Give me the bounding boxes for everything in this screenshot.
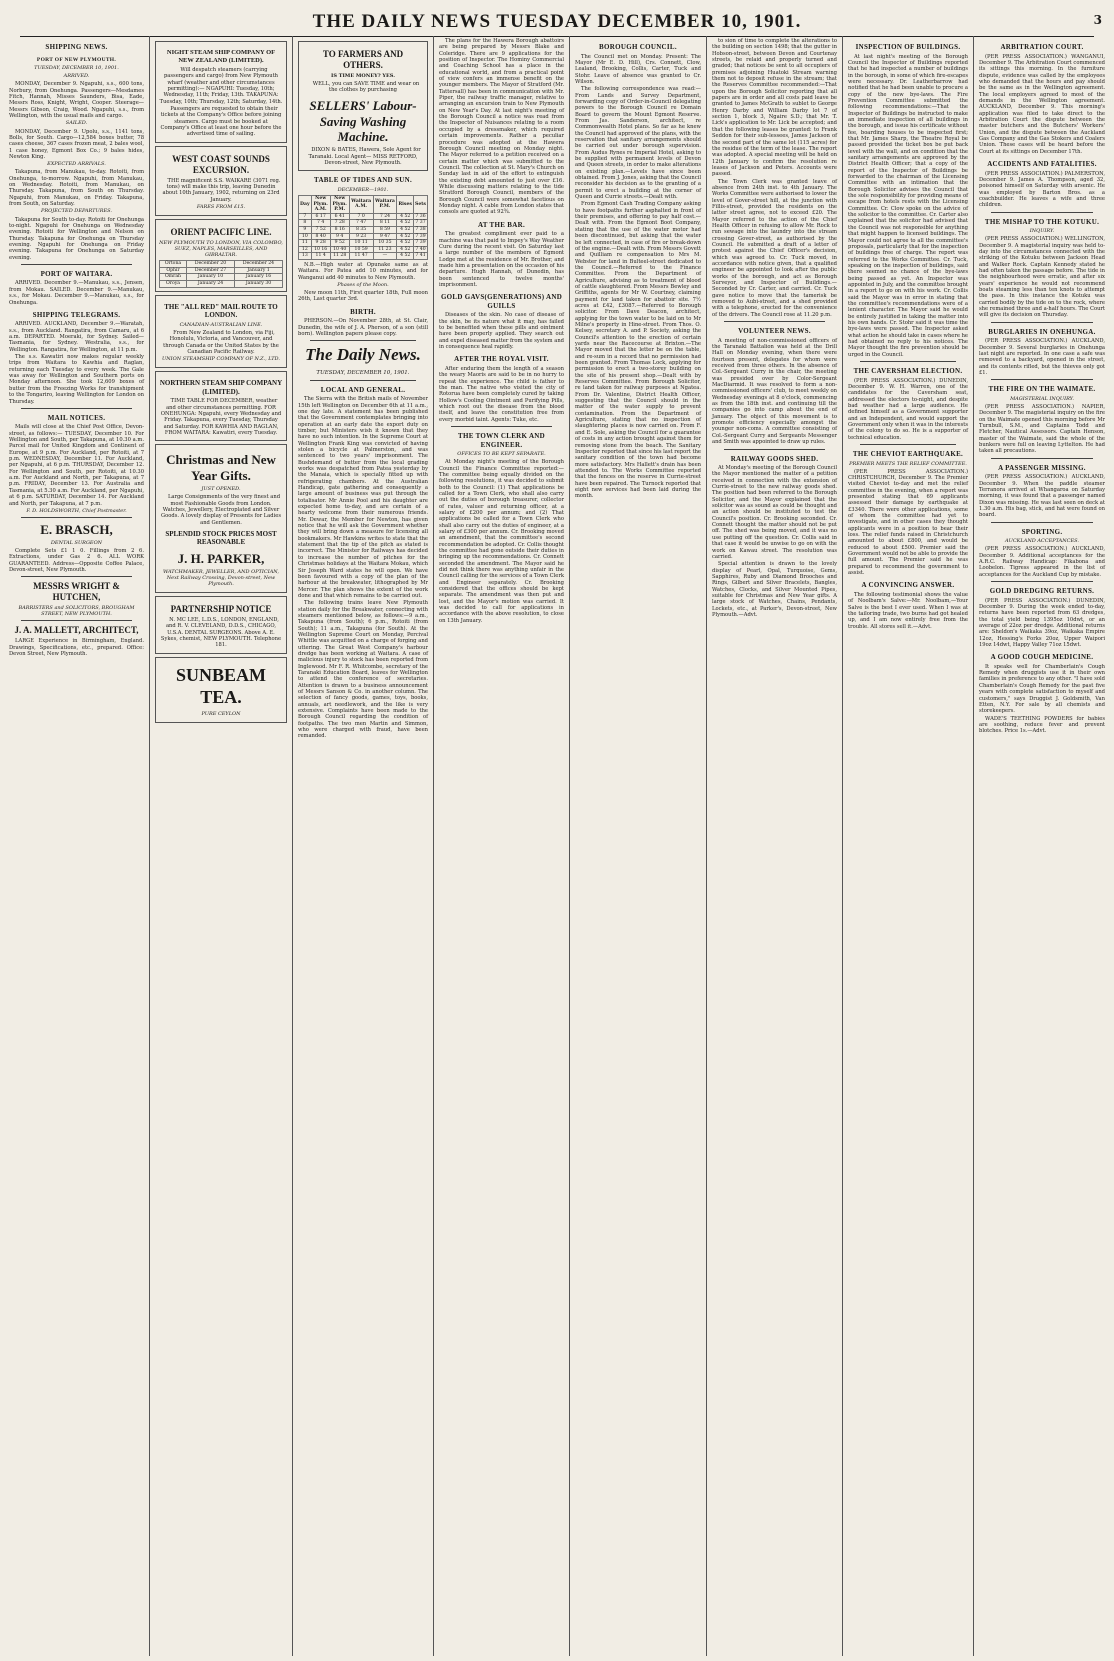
ad-steamship-more: Passengers are requested to obtain their tickets at the Company's Office before joining steamers. Cargo must be booked at Company's Office at least one hour before the advertised time of sailing. [160,105,282,138]
inspection-text: At last night's meeting of the Borough Council the Inspector of Buildings reported that he had inspected a number of buildings in the borough, in some of which fire-escapes were necessary. Dr. Leatherbarrow had notified that he had been unable to procure a copy of the new bye-laws. The Fire Prevention Committee submitted the following recommendations:—That the Inspector of Buildings be instructed to make an immediate inspection of all buildings in the borough, and issue his certificate without fee, boarding houses to be inspected first; that Mr. James Sharp, the Theatre Royal be passed provided the ticket box be put back level with the wall, and on condition that the sanitary arrangements are approved by the District Health Officer; that a copy of the report of the Inspector of Buildings be forwarded to the chairman of the Licensing Committee with an intimation that the Borough Solicitor advises the Council that the sole responsibility for providing means of escape from hotels rests with the Licensing Committee. Cr. Clow spoke on the advice of the solicitor to the committee. Cr. Carter also explained that the solicitor had advised that the Council was not responsible for anything that might happen to licensed buildings. The Mayor could not agree to all the committee's proposals, particularly that for the inspection of buildings free of charge. The report was referred to the Works Committee. Cr. Tuck, speaking on the inspection of buildings, said there seemed no chance of the bye-laws being passed as yet. An Inspector was appointed in July, and the committee brought in a report to go on with his work. Cr. Collis said the Mayor was in error in stating that the committee's recommendations were of a lenient character. The Mayor said he would be entirely justified in taking the matter into his own hands. Cr. Stohr said it was time the bye-laws were passed. The Inspector asked what action he should take in cases where he had obtained no reply to his notices. The Mayor thought the fire prevention should be urged in the Council. [848,53,968,358]
sporting-sub: AUCKLAND ACCEPTANCES. [1005,538,1079,545]
tides-cell: 12 [299,246,312,253]
ad-all-red-sub: CANADIAN-AUSTRALIAN LINE. [179,321,263,328]
tides-col-1: New Plym. A.M. [311,195,330,213]
tides-cell: 9 23 [349,233,373,240]
tides-cell: 10 35 [373,240,397,247]
ad-splendid-heading: SPLENDID STOCK PRICES MOST REASONABLE [165,529,277,547]
mail-signature: F. D. HOLDSWORTH, Chief Postmaster. [26,507,127,514]
convincing-heading: A CONVINCING ANSWER. [861,581,955,590]
ad-northern-timetable [155,371,287,441]
column-7 [842,36,973,1656]
accidents-heading: ACCIDENTS AND FATALITIES. [987,160,1097,169]
tides-cell: 4 52 [397,240,414,247]
column-2 [149,36,292,1656]
sailed-text: MONDAY, December 9. Upolu, s.s., 1141 tons, Bolls, for South. Cargo—12,584 boxes butter, 78 cases cheese, 367 cases frozen meat, 2 bales wool, 1 case honey, Egmont Box Co.; 9 bales hides, Newton King. [9,128,144,160]
town-clerk-sub: OFFICES TO BE KEPT SEPARATE. [457,451,546,458]
telegrams-text: ARRIVED. AUCKLAND, December 9.—Waratah, s.s., from Auckland. Rangatira, from Camaru, at 6 a.m. DEPARTED. Moeraki, for Sydney. Sailed—Tasmania, for Sydney. Westralia, s.s., for Wellington. Rangatira, for Wellington, at 11 p.m. [9,321,144,353]
column-4 [433,36,569,1656]
ad-partnership-heading: PARTNERSHIP NOTICE [170,604,272,615]
tides-row [299,246,428,253]
jewellery-text: Special attention is drawn to the lovely display of Pearl, Opal, Turquoise, Gems, Sapphires, Ruby and Diamond Brooches and Rings, Gilbert and Silver Bracelets, Bangles, Watches, Clocks, and Silver Mounted Pipes, suitable for Christmas and New Year gifts. A large stock of Watches, Chains, Pendants, Lockets, etc., at Parker's, Devon-street, New Plymouth.—Advt. [712,561,837,618]
tides-cell: 11 47 [349,253,373,260]
tides-cell: 13 [299,253,312,260]
orient-cell: January 16 [235,274,283,281]
tides-note: N.B.—High water at Opunake same as at Waitara. For Patea add 10 minutes, and for Wanganui add 40 minutes to New Plymouth. [298,261,428,281]
cheviot-sub: PREMIER MEETS THE RELIEF COMMITTEE. [849,460,967,467]
kotuku-text: (PER PRESS ASSOCIATION.) WELLINGTON, December 9. A magisterial inquiry was held to-day into the circumstances connected with the striking of the Kotuku between Jackson Head and Walker Rock. Captain Kennedy stated he had often taken the passage before. The tide in the neighbourhood were erratic, and after six years' experience he would not recommend boats steaming less than ten knots to attempt the pass. In this instance the Kotuku was carried bodily by the tide on to the rock, where she remained three and a-half hours. The Court will give its decision on Thursday. [979,236,1105,319]
tides-cell: 7 4 [311,220,330,227]
tides-cell: 9 28 [311,240,330,247]
orient-cell: January 1 [235,267,283,274]
caversham-heading: THE CAVERSHAM ELECTION. [853,367,963,376]
tides-col-5: Rises [397,195,414,213]
ad-northern-steamship [155,41,287,143]
cheviot-text: (PER PRESS ASSOCIATION.) CHRISTCHURCH, December 9. The Premier visited Cheviot to-day and met the relief committee in the evening, when a report was presented stating that 69 applicants assessed their damage by earthquake at £3340. There were other applications, some of whom the committee had yet to investigate, and in other cases they thought applicants were in a position to bear their loss. The relief funds raised in Christchurch amounted to about £800, and would be reduced to about £500. Premier said the Government would not be able to provide the full amount. The Premier said he was prepared to recommend the government to assist. [848,468,968,577]
ad-steamship-heading: NIGHT STEAM SHIP COMPANY OF NEW ZEALAND (LIMITED). [166,49,276,64]
tides-row [299,226,428,233]
tides-cell: 7 36 [415,213,426,219]
mail-text: Mails will close at the Chief Post Office, Devon-street, as follows:— TUESDAY, December 10. For Wellington and South, per Takapuna, at 10.30 a.m. Parcel mail for United Kingdom and Continent of Europe, at 9 p.m. For Auckland, per Rotoiti, at 7 p.m. WEDNESDAY, December 11. For Auckland, per Ngapuhi, at 6 p.m. THURSDAY, December 12. For Wellington and South, per Rotoiti, at 10.30 a.m. For Auckland and North, per Takapuna, at 7 p.m. FRIDAY, December 13. For Australia and Tasmania, at 5.30 a.m. For Auckland, per Ngapuhi, at 6 p.m. SATURDAY, December 14. For Auckland and North, per Takapuna, at 7 p.m. [9,424,144,507]
tides-cell: 4 52 [397,233,414,240]
daily-news-logo: The Daily News. [305,345,421,365]
col6-text-1: to sion of time to complete the alterations to the building on section 1498; that the gutter in Hobson-street, between Devon and Courtenay streets, be relaid and properly turned and graded; that notices be sent to all occupiers of premises adjoining Huatoki Stream warning them not to deposit refuse in the stream; that the Reserves Committee recommended:—That upon the Borough Solicitor reporting that all papers are in order and all costs paid leave be granted to James McGrath to sublet to George Henry Darby and William Darby lot 7 of section 1, block 3, Ngaire S.D.; that Mr. T. Lick's application to Mr. Lick be accepted; and that the following leases be granted: to Frank Seddon for their sub-lessees, James Jackson of the second part of the same lot (115 acres) for the residue of the term of the lease. The report was adopted. A special meeting will be held on 12th January to confirm the resolution re leases of Jackson and Peters. Accounts were passed. [712,38,837,178]
ad-washing-machine [298,41,428,171]
ad-wright-text: BARRISTERS and SOLICITORS, BROUGHAM STREET, NEW PLYMOUTH. [18,605,135,618]
ad-sunbeam-heading: SUNBEAM TEA. [175,664,266,707]
orient-row [160,261,283,268]
waitara-heading: PORT OF WAITARA. [40,269,113,278]
wade-text: WADE'S TEETHING POWDERS for babies are soothing, reduce fever and prevent blotches. Price 1s.—Advt. [979,715,1105,735]
ad-west-coast-fares: FARES FROM £15. [196,203,246,210]
newspaper-title: THE DAILY NEWS TUESDAY DECEMBER 10, 1901. [312,11,802,32]
tides-heading: TABLE OF TIDES AND SUN. [314,176,412,185]
gold-dredging-text: (PER PRESS ASSOCIATION.) DUNEDIN, December 9. During the week ended to-day, returns have been reported from 63 dredges, the total yield being 1395oz 10dwt, or an average of 22oz per dredge. Additional returns are: Sheldon's Waikaka 39oz, Waikaka Empire 12oz, Hessing's Forks 20oz, Upper Waipori 19oz 14dwt, Happy Valley 71oz 15dwt. [979,597,1105,648]
tides-cell: 8 16 [330,226,349,233]
passenger-text: (PER PRESS ASSOCIATION.) AUCKLAND, December 9. When the paddle steamer Terranora arrived at Whangaroa on Saturday morning, it was found that a passenger named Dixon was missing. He was last seen on deck at 1.30 a.m. His bag, stick, and hat were found on board. [979,474,1105,519]
shipping-news-heading: SHIPPING NEWS. [45,43,108,51]
ad-parker-text: WATCHMAKER, JEWELLER, AND OPTICIAN, Next Railway Crossing, Devon-street, New Plymouth. [163,568,279,588]
sporting-text: (PER PRESS ASSOCIATION.) AUCKLAND, December 9. Additional acceptances for the A.R.C. Railway Handicap: Fikabona and Loobelon. Tigress appeared in the list of acceptances for the Auckland Cup by mistake. [979,546,1105,578]
tides-cell: 7 38 [415,226,426,232]
kotuku-heading: THE MISHAP TO THE KOTUKU. [984,217,1100,226]
local-more: The following trains leave New Plymouth station daily for the Breakwater, connecting with steamers mentioned below, as follows:—9 a.m., Takapuna (from South); 6 p.m., Rotoiti (from South); 11 a.m., Takapuna (for South). At the Wellington Supreme Court on Monday, Percival Whittle was acquitted on a charge of forging and uttering. The Great West Company's harbour dredge has been working at Waitara. A case of malicious injury to stock has been reported from Inglewood. Mr F. R. Whitcombe, secretary of the Taranaki Education Board, leaves for Wellington to attend the conference of secretaries. Attention is drawn to a business announcement of Messrs Sanson & Co. in another column. The selection of fancy goods, games, toys, books, annuals, art needlework, and the like is very extensive. Complaints have been made to the Borough Council regarding the condition of footpaths. The two men Martin and Simmon, who were charged with fraud, have been remanded. [298,600,428,740]
ad-christmas-text: Large Consignments of the very finest and most Fashionable Goods from London. Watches, Jewellery, Electroplated and Silver Goods. A lovely display of Presents for Ladies and Gentlemen. [160,494,281,526]
dateline: TUESDAY, DECEMBER 10, 1901. [316,370,410,376]
ad-sunbeam-sub: PURE CEYLON [201,710,241,717]
sailed-label: SAILED. [65,120,88,127]
tides-cell: 11 23 [373,246,397,253]
ad-partnership-text: N. MC LEE, L.D.S., LONDON, ENGLAND, and R. V. CLEVELAND, D.D.S., CHICAGO, U.S.A. DENTAL SURGEONS. Above A. E. Sykes, chemist, NEW PLYMOUTH. Telephone 181. [160,617,282,649]
expected-label: EXPECTED ARRIVALS. [47,161,106,168]
tides-cell: 7 [299,213,312,220]
ad-mallett-text: LARGE Experience in Birmingham, England. Drawings, Specifications, etc., prepared. Office: Devon Street, New Plymouth. [9,638,144,658]
kotuku-sub: INQUIRY. [1029,228,1055,235]
inspection-heading: INSPECTION OF BUILDINGS. [855,43,961,51]
ad-all-red-sign: UNION STEAMSHIP COMPANY OF N.Z., LTD. [162,356,280,363]
ad-orient-sub: NEW PLYMOUTH TO LONDON, VIA COLOMBO, SUEZ, NAPLES, MARSEILLES, AND GIBRALTAR. [159,240,283,259]
col4-continued-text: The plans for the Hawera Borough abattoirs are being prepared by Messrs Blake and Coleridge. There are 9 applications for the position of Inspector. The Hominy Commercial and Coaching School has a place in the educational world, and from a practical point of view confers an immense benefit on the younger members. The Mayor of Stratford (Mr. Tattersall) has been in communication with Mr. Piper, the railway traffic manager, relative to arranging an excursion train to New Plymouth on New Year's Day. At last night's meeting of the Borough Council a notice was read from the Inspector of Nuisances relating to a room occupied by a dressmaker, which required certain improvements. Rather a peculiar procedure was adopted at the Hawera Borough Council meeting on Monday night. The Mayor referred to a petition received on a certain matter which was submitted to the Council. The collection at St. Mary's Church on Sunday last in aid of the effort to extinguish the existing debt amounted to just over £16. While discussing matters relating to the tide Stratford Borough Council, members of the Borough Council were somewhat facetious on Monday night. A cable from London states that consols are quoted at 92¾. [439,38,564,216]
ad-brasch-name: E. BRASCH, [40,521,113,537]
town-clerk-text: At Monday night's meeting of the Borough Council the Finance Committee reported:— The committee being equally divided on the following resolutions, it was decided to submit both to the Council: (1) That applications be called for a Town Clerk, who shall also carry out the duties of borough treasurer, collector of rates, valuer and returning officer, at a salary of £200 per annum; and (2) That applications be called for a Town Clerk who shall also carry out the duties of engineer, at a salary of £300 per annum. Cr. Brooking moved an amendment, that the committee's second recommendation be adopted. Cr. Collis thought the committee had gone outside their duties in bringing up the recommendations. Cr. Connett seconded the amendment. The Mayor said he did not think there was anything unfair in the Council calling for the services of a Town Clerk and Engineer separately. Cr. Brooking considered that the offices should be kept separate. The amendment was then put and lost, and the Mayor's motion was carried. It was decided to call for applications in accordance with the above resolution, to close on 13th January. [439,459,564,624]
column-3 [292,36,433,1656]
arrived-text: MONDAY, December 9. Ngapuhi, s.s., 600 tons, Norbury, from Onehunga. Passengers—Mesdames Fitch, Hannah, Misses Saunders, Bisa, Eade, Messrs Ross, Knight, Wright, Cooper. Steerage—Messrs Gibson, Craig, Wood. Ngapuhi, s.s., from Wellington, with the usual mails and cargo. [9,81,144,120]
tides-cell: 10 16 [311,246,330,253]
ad-northern-text: TIME TABLE FOR DECEMBER, weather and other circumstances permitting. FOR ONEHUNGA: Ngapuhi, every Wednesday and Friday. Takapuna, every Tuesday, Thursday and Saturday. FOR KAWHIA AND RAGLAN, FROM WAITARA: Kawatiri, every Tuesday. [160,398,282,437]
tides-cell: 7 28 [330,220,349,227]
tides-cell: 4 52 [397,246,414,253]
gold-dredging-heading: GOLD DREDGING RETURNS. [989,586,1095,595]
orient-cell: Oroya [160,281,187,288]
cough-heading: A GOOD COUGH MEDICINE. [990,653,1094,662]
waitara-text: ARRIVED. December 9.—Manukau, s.s., Jensen, from Mokau. SAILED. December 9.—Manukau, s.s., for Mokau. December 9.—Manukau, s.s., for Onehunga. [9,280,144,306]
arbitration-text: (PER PRESS ASSOCIATION.) WANGANUI, December 9. The Arbitration Court commenced its sittings this morning. In the furniture dispute, evidence was called by the employees who demanded that the hours and pay should be the same as in the Wellington agreement. The local employers agreed to most of the demands in the Wellington agreement. AUCKLAND, December 9. This morning's application was filed to take direct to the Arbitration Court the dispute between the master butchers and the Butchers' Workers' Union, and the dispute between the Auckland Gas Company and the Gas Stokers and Coalers Union. These cases will be heard before the Court at its sittings on December 17th. [979,53,1105,155]
column-6 [706,36,842,1656]
tides-cell: 7 39 [415,233,426,239]
column-1 [4,36,149,1656]
tides-cell: 9 [299,226,312,233]
borough-text-3: From Egmont Cash Trading Company asking to have footpaths further asphalted in front of their premises, and offering to pay half cost.—Dealt with. From the Egmont Boot Company, stating that the use of the water motor had been discontinued, but asking that the water be left connected, in case of fire or break-down of the engine.—Dealt with. From Messrs Govett and Quilliam re compensation to Mrs M. Webster for land in Bulteel-street dedicated to the Council.—Referred to the Finance Committee. From the Department of Agriculture, advising as to treatment of blood of cattle slaughtered. From Messrs Bewley and Griffiths, agents for Mr W. Courtney, claiming payment for land taken for abattoir site. 7½ acres at £42, £3087.—Referred to Borough solicitor. From Dave Deacon, architect, applying for the town water to be laid on to Mr Milne's property in Hine-street. From Thos. O. Kelsey, secretary A. and P. Society, asking the Council's attention to the erection of certain yards near the Racecourse at Brixton.—The Mayor moved that the letter be on the table, and re-sum in a record that no permission had been granted. From Thomas Lock, applying for permission to erect a two-storey building on the site of his present shop.—Dealt with by Reserves Committee. From Borough Solicitor, re land taken for railway purposes at Ngatea. From Dr. Valentine, District Health Officer, suggesting that the Council should in the matter of the water supply to prevent contamination. From the Department of Agriculture, stating that no inspection of slaughtering places is now carried on. From F. and E. Sole, asking the Council for a guarantee of costs in any action brought against them for removing stone from the beach. The Sanitary Inspector reported that since his last report the sanitary condition of the town had become more satisfactory. Mrs Hallett's drain has been attended to. The Works Committee reported that the fences on the reserve in Currie-street have been repaired. The Turnock reported that eight new services had been laid during the month. [575,201,701,500]
ad-christmas-heading: Christmas and New Year Gifts. [166,452,276,484]
tides-cell: 7 39 [415,240,426,246]
orient-cell: January 10 [187,274,235,281]
cheviot-heading: THE CHEVIOT EARTHQUAKE. [852,450,964,458]
moon-heading: Phases of the Moon. [337,281,389,288]
tasman-text: The s.s. Kawatiri now makes regular weekly trips from Waitara to Kawhia and Raglan, returning each Tuesday to every week. The Gale was away for Wellington and Southern ports on Monday afternoon. She took 12,609 boxes of butter from the Freezing Works for transhipment to the Tongariro, leaving Wellington for London on Thursday. [9,354,144,405]
gold-heading: GOLD GAVS(GENERATIONS) AND GUILLS [440,293,563,310]
waimate-sub: MAGISTERIAL INQUIRY. [1010,395,1074,402]
orient-cell: January 24 [187,281,235,288]
orient-cell: January 30 [235,281,283,288]
tides-row [299,253,428,260]
column-5 [569,36,706,1656]
tides-row [299,213,428,220]
tides-cell: 4 52 [397,220,414,227]
tides-cell: 7 37 [415,220,426,226]
ad-west-coast [155,146,287,216]
ad-west-coast-heading: WEST COAST SOUNDS EXCURSION. [172,153,270,175]
orient-schedule-table [159,260,283,287]
tides-col-4: Waitara P.M. [373,195,397,213]
mail-heading: MAIL NOTICES. [47,413,106,422]
ad-mallett-name: J. A. MALLETT, ARCHITECT, [14,625,139,636]
ad-sunbeam [155,657,287,723]
tides-cell: 7 52 [311,226,330,233]
ad-farmers-sign: DIXON & BATES, Hawera, Sole Agent for Taranaki. Local Agent— MISS RETFORD, Devon-street, New Plymouth. [308,147,421,166]
tides-cell: 9 47 [373,233,397,240]
ad-brasch-text: Complete Sets £1 1 0. Fillings from 2 6. Extractions, under Gas 2 6. ALL WORK GUARANTEED. Address—Opposite Coffee Palace, Devon-street, New Plymouth. [9,547,144,573]
tides-cell: 8 11 [373,220,397,227]
burglaries-heading: BURGLARIES IN ONEHUNGA. [988,327,1096,336]
orient-row [160,267,283,274]
tides-cell: 7 41 [415,253,426,259]
tides-cell: 4 52 [397,226,414,233]
ad-orient-pacific [155,219,287,292]
after-visit-text: After enduring them the length of a season the weary Maoris are said to be in no hurry to repeat the experience. The child is father to the man. The native who visited the city of Rotorua have been completely cured by taking Hollow's Cooling Ointment and Purifying Pills, which root out the disease from the blood itself, and leave the constitution free from every morbid taint. Agents: Tuke, etc. [439,365,564,423]
cough-text: It speaks well for Chamberlain's Cough Remedy when druggists use it in their own families in preference to any other. "I have sold Chamberlain's Cough Remedy for the past five years with complete satisfaction to myself and customers," says Druggist J. Goldsmith, Van Etten, N.Y. For sale by all chemists and storekeepers. [979,663,1105,715]
arbitration-heading: ARBITRATION COURT. [1000,43,1084,51]
tides-sub: DECEMBER—1901. [337,186,389,193]
tides-col-0: Day [299,195,312,213]
passenger-heading: A PASSENGER MISSING. [998,463,1086,472]
orient-cell: December 24 [235,261,283,268]
orient-cell: Omrah [160,274,187,281]
tides-col-3: Waitara A.M. [349,195,373,213]
waimate-heading: THE FIRE ON THE WAIMATE. [988,385,1096,394]
tides-cell: 10 40 [330,246,349,253]
tides-cell: 8 [299,220,312,227]
tides-cell: 11 [299,240,312,247]
ad-steamship-text: Will despatch steamers (carrying passengers and cargo) from New Plymouth wharf (weather and other circumstances permitting):— NGAPUHI: Tuesday, 10th; Wednesday, 11th; Friday, 13th. TAKAPUNA: Tuesday, 10th; Thursday, 12th; Saturday, 14th. [159,66,283,105]
tides-cell: 6 17 [311,213,330,220]
ad-all-red [155,295,287,369]
orient-cell: December 27 [187,267,235,274]
gold-text: Diseases of the skin. No case of disease of the skin, be its nature what it may, has failed to be benefited when these pills and ointment have been properly applied. They search out and expel diseased matter from the system and in consequence heal rapidly. [439,312,564,351]
borough-council-heading: BOROUGH COUNCIL. [599,43,677,51]
tides-cell: — [373,253,397,260]
burglaries-text: (PER PRESS ASSOCIATION.) AUCKLAND, December 9. Several burglaries in Onehunga last night are reported. In one case a safe was removed to a backyard, opened in the street, and its contents rifled, but the thieves only got £1. [979,338,1105,376]
ad-parker-name: J. H. PARKER, [177,551,265,566]
railway-text: At Monday's meeting of the Borough Council the Mayor mentioned the matter of a petition received in connection with the extension of Currie-street to the new railway goods shed. The position had been referred to the Borough Solicitor, and the Mayor explained that the solicitor was as sound as could be thought and an action should be instituted to test the Council's position. Cr. Brooking seconded. Cr. Connett thought the matter should not be put off. The shed was being moved, and it was no use putting off the question. Cr. Collis said in that case it would be unwise to go on with the work on Kawau street. The resolution was carried. [712,465,837,560]
ad-brasch-sub: DENTAL SURGEON [50,539,103,546]
port-date: TUESDAY, DECEMBER 10, 1901. [34,65,119,72]
at-the-bar-heading: AT THE BAR. [477,220,526,229]
ad-northern-heading: NORTHERN STEAM SHIP COMPANY (LIMITED). [159,379,283,396]
waimate-text: (PER PRESS ASSOCIATION.) NAPIER, December 9. The magisterial inquiry on the fire on the Waimate opened this morning before Mr Turnbull, S.M., and Captains Todd and Fletcher, Nautical Assessors. Captain Henson, master of the Waimate, said the whole of the bunkers were full on leaving Lyttelton. He had taken all precautions. [979,403,1105,455]
ad-all-red-heading: THE "ALL RED" MAIL ROUTE TO LONDON. [164,302,278,320]
arrived-label: ARRIVED. [63,73,90,80]
town-clerk-heading: THE TOWN CLERK AND ENGINEER. [457,432,546,449]
tides-cell: 8 35 [349,226,373,233]
orient-row [160,274,283,281]
column-8 [973,36,1110,1656]
tides-cell: 7 47 [349,220,373,227]
page-number: 3 [1093,13,1102,27]
telegrams-heading: SHIPPING TELEGRAMS. [32,310,121,319]
tides-cell: 10 11 [349,240,373,247]
orient-row [160,281,283,288]
ad-farmers-heading: TO FARMERS AND OTHERS. [322,49,404,70]
tides-row [299,233,428,240]
port-heading: PORT OF NEW PLYMOUTH. [36,56,117,63]
tides-cell: 11 28 [330,253,349,260]
after-visit-heading: AFTER THE ROYAL VISIT. [454,355,549,364]
tides-cell: 9 4 [330,233,349,240]
local-text: The Sierra with the British mails of November 15th left Wellington on December 6th at 11 a.m., one day late. A statement has been published that the Government contemplates bringing into operation at an early date the export duty on timber, but Ministers wish it known that they have no such intention. In the Supreme Court at Wellington Frank King was convicted of having stolen a bicycle at Palmerston, and was sentenced to two years' imprisonment. The Bushdemand of butter from the local grading works was despatched from Patea yesterday by the Manaia, which is specially fitted up with refrigerating chambers. At the Australian Handicap, gate gathering and consequently a large amount of business was put through the totalisator. Mr Annie Pool and his daughter are expected home to-day, and are certain of a hearty welcome from their numerous friends. Mr. Dewar, the Member for Newton, has given notice that he will ask the Government whether they will bring down a measure for licensing all bookmakers. Mr Hawkins writes to state that the statement that the tip of the pitch as stated is incorrect. The Minister for Railways has decided to increase the number of pitches for the Christmas holidays at the Waitara Mokau, which Sir Joseph Ward states he will open. We have been favoured with a copy of the plan of the harbour at the breakwater, lithographed by Mr Mercer. The plan shows the extent of the work done and that which remains to be carried out. [298,396,428,599]
departures-label: PROJECTED DEPARTURES. [41,208,112,215]
tides-cell: 7 0 [349,213,373,220]
railway-heading: RAILWAY GOODS SHED. [730,454,819,463]
departures-text: Takapuna for South to-day. Rotoiti for Onehunga to-night. Ngapuhi for Onehunga on Wednesday evening. Rotoiti for Wellington and Nelson on Thursday. Takapuna for Onehunga on Thursday evening. Ngapuhi for Onehunga on Friday evening. Takapuna for Onehunga on Saturday evening. [9,216,144,261]
tides-cell: 8 40 [311,233,330,240]
ad-christmas-sub: JUST OPENED. [201,486,241,493]
tides-cell: 7 24 [373,213,397,220]
orient-cell: December 20 [187,261,235,268]
local-heading: LOCAL AND GENERAL. [320,385,406,394]
tides-col-2: New Plym. P.M. [330,195,349,213]
ad-west-coast-text: THE magnificent S.S. WAIKARE (3071 reg. tons) will make this trip, leaving Dunedin about 10th January, 1902, returning on 23rd January. [162,177,281,203]
birth-heading: BIRTH. [350,307,376,316]
ad-christmas [155,444,287,593]
accidents-text: (PER PRESS ASSOCIATION.) PALMERSTON, December 9. James A. Thompson, aged 32, poisoned himself on Saturday with arsenic. He was employed by Barton Bros. as a coachbuilder. He leaves a wife and three children. [979,170,1105,209]
volunteer-heading: VOLUNTEER NEWS. [738,327,811,336]
tides-cell: 7 40 [415,246,426,252]
tides-table [298,195,428,260]
col6-text-2: The Town Clerk was granted leave of absence from 24th inst. to 4th January. The Works Committee were authorised to lower the level of Gover-street hill, at the junction with Fillis-street, provided the residents on the latter street agree, not to exceed £20. The Mayor referred to the action of the Chief Health Officer in refusing to allow Mr. Rock to run sewage into the laundry into the stream crossing Gover-street, as authorised by the Council. He submitted a draft of a letter of protest against the Chief Officer's decision, which was agreed to. Cr. Tuck moved, in accordance with notice given, that a qualified engineer be appointed to look after the public works of the borough, and act as Borough Surveyor, and Inspector of Buildings.—Seconded by Cr. Carter, and carried. Cr. Tuck gave notice to move that the tamerisk be removed to Aubi-street, and a shed provided with a telephone, erected for the convenience of the drivers. The Council rose at 11.20 p.m. [712,178,837,318]
tides-cell: 9 52 [330,240,349,247]
caversham-text: (PER PRESS ASSOCIATION.) DUNEDIN, December 9. W. H. Warren, one of the candidates for the Caversham seat, addressed the electors to-night, and despite bad weather had a large audience. He defined himself as a Government supporter and an Independent, and would support the Government only when it was in the interests of the colony to do so. He is a supporter of technical education. [848,377,968,441]
tides-row [299,240,428,247]
tides-cell: 10 59 [349,246,373,253]
tides-cell: 6 41 [330,213,349,220]
ad-orient-heading: ORIENT PACIFIC LINE. [170,227,272,238]
tides-cell: 4 52 [397,253,414,260]
orient-cell: Ortona [160,261,187,268]
tides-row [299,220,428,227]
birth-text: PHERSON.—On November 28th, at St. Clair, Dunedin, the wife of J. A. Pherson, of a son (still born). Wellington papers please copy. [298,318,428,337]
volunteer-text: A meeting of non-commissioned officers of the Taranaki Battalion was held at the Drill Hall on Monday evening, when there were fourteen present, delegates for whom were received from three others. In the absence of Col.-Sergeant Curry in the chair, the meeting was presided over by Color-Sergeant MacDiarmid. It was resolved to form a non-commissioned officers' club, to meet weekly on Wednesday evenings at 8 o'clock, commencing as from the 18th inst. and continuing till the companies go into camp about the end of January. The object of this movement is to promote efficiency especially amongst the younger non-coms. A committee consisting of Col.-Sergeant Curry and Sergeants Messenger and Smith was appointed to draw up rules. [712,337,837,446]
tides-cell: 11 4 [311,253,330,260]
tides-col-6: Sets [414,195,428,213]
tides-cell: 8 59 [373,226,397,233]
borough-text-1: The Council met on Monday. Present: The Mayor (Mr E. D. Hill), Crs. Connett, Clow, Lealand, Brooking, Collis, Carter, Tuck and Stohr. Leave of absence was granted to Cr. Wilson. [575,53,701,85]
moon-text: New moon 11th, First quarter 18th, Full moon 26th, Last quarter 3rd. [298,290,428,303]
borough-text-2: The following correspondence was read:— From Lands and Survey Department, forwarding copy of Order-in-Council delegating powers to the Borough Council re Domain Board to govern the Mount Egmont Reserve. From Jas. Sanderson, architect, re Commonwealth Hotel plans. So far as he knew the Council had approved of the plans, with the reservation that sanitary arrangements should be carried out under borough supervision. From Audus Rynes re Imperial Hotel, asking to be supplied with permanent levels of Devon and Queen streets, in order to make alterations on existing plan.—Levels have since been obtained. From J. Jones, asking that the Council reconsider his decision as to the granting of a permit to erect a building at the corner of Queen and Currie streets.—Dealt with. [575,86,701,201]
masthead [0,0,1114,34]
ad-sellers-heading: SELLERS' Labour-Saving Washing Machine. [309,97,417,145]
at-the-bar-text: The greatest compliment ever paid to a machine was that paid to Impey's Way Weather Cure during the recent visit. On Saturday last a large number of the members of Egmont Lodge met at the residence of Mr. Brother, and made him a presentation on the occasion of his departure. Hugh Hannah, of Dunedin, has been sentenced to twelve months' imprisonment. [439,231,564,288]
ad-all-red-text: From New Zealand to London, via Fiji, Honolulu, Victoria, and Vancouver, and through Canada or the United States by the Canadian Pacific Railway. [163,329,279,355]
ad-farmers-text: WELL, you can SAVE TIME and wear on the clothes by purchasing [312,81,420,94]
tides-cell: 10 [299,233,312,240]
ad-farmers-question: IS TIME MONEY? YES. [331,72,395,79]
orient-cell: Ophir [160,267,187,274]
convincing-text: The following testimonial shows the value of Noolbam's Salve:—Mr. Noolbam,—Your Salve is the best I ever used. When I was at the tailoring trade, two burns had got healed up, and I am now entirely free from the trouble. All stores sell it.—Advt. [848,592,968,630]
ad-wright-name: MESSRS WRIGHT & HUTCHEN, [33,581,120,603]
expected-text: Takapuna, from Manukau, to-day. Rotoiti, from Onehunga, to-morrow. Ngapuhi, from Manukau, on Wednesday. Rotoiti, from Manukau, on Thursday. Takapuna, from South on Thursday. Ngapuhi, from Manukau, on Friday. Takapuna, from South, on Saturday. [9,169,144,208]
tides-cell: 4 52 [397,213,414,220]
ad-partnership [155,596,287,654]
sporting-heading: SPORTING. [1021,527,1063,536]
